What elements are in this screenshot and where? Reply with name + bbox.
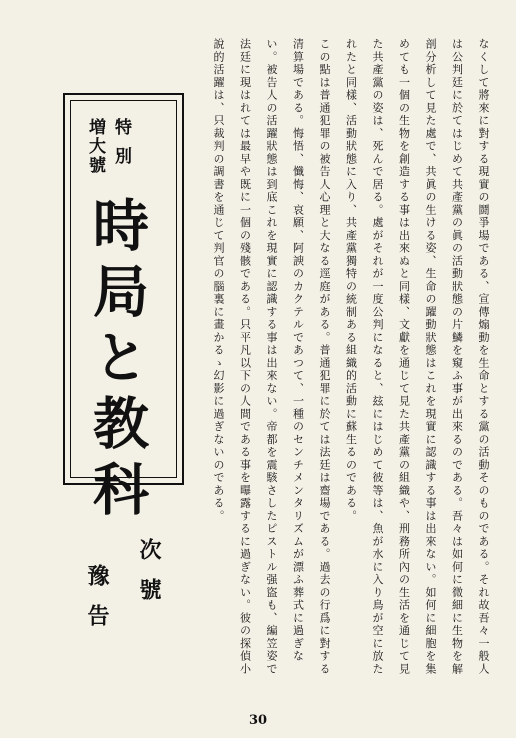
preview-label: 豫告 — [84, 564, 110, 644]
advertisement-title: 時局と教科 — [84, 196, 149, 526]
advertisement-subtitle-enlarged: 増大號 — [85, 118, 105, 175]
article-paragraph: なくして將來に對する現實の鬪爭場である、宣傳煽動を生命とする黨の活動そのものである。それ故吾々一般人は公判廷に於てはじめて共產黨の眞の活動狀態の片鱗を窺ふ事が出來るのである。吾々は如何に微細に生物を解剖分析して見た處で、共眞の生ける姿、生命の躍動狀態はこれを現實に認識する事は出來ない。如何に細胞を集めても一個の生物を創造する事は出來ぬと同樣、文獻を通じて見た共產黨の組織や、刑務所內の生活を通じて見た共產黨の姿は、死んで居る。處がそれが一度公判になると、玆にはじめて彼等は、魚が水に入り鳥が空に放たれたと同樣、活動狀態に入り、共產黨獨特の統制ある組織的活動に蘇生るのである。 — [344, 38, 490, 676]
advertisement-subtitle-special: 特別 — [111, 118, 131, 176]
page-number: 30 — [248, 713, 268, 728]
article-body — [214, 38, 496, 688]
article-paragraph: この點は普通犯罪の被告人心理と大なる逕庭がある。普通犯罪に於ては法廷は齋場である。過去の行爲に對する清算場である。悔悟、懺悔、哀願、阿諛のカクテルであつて、一種のセンチメンタリズムが漂ふ葬式に過ぎない。被告人の活躍狀態は到底これを現實に認識する事は出來ない。帝都を震駭さしたピストル强盜も、編笠姿で法廷に現はれては最早や既に一個の殘骸である。只平凡以下の人間である事を曝露するに過ぎない。彼の探偵小說的活躍は、只裁判の調書を通じて判官の腦裏に畫かるゝ幻影に過ぎないのである。 — [212, 38, 331, 676]
next-issue-label: 次號 — [136, 538, 162, 618]
